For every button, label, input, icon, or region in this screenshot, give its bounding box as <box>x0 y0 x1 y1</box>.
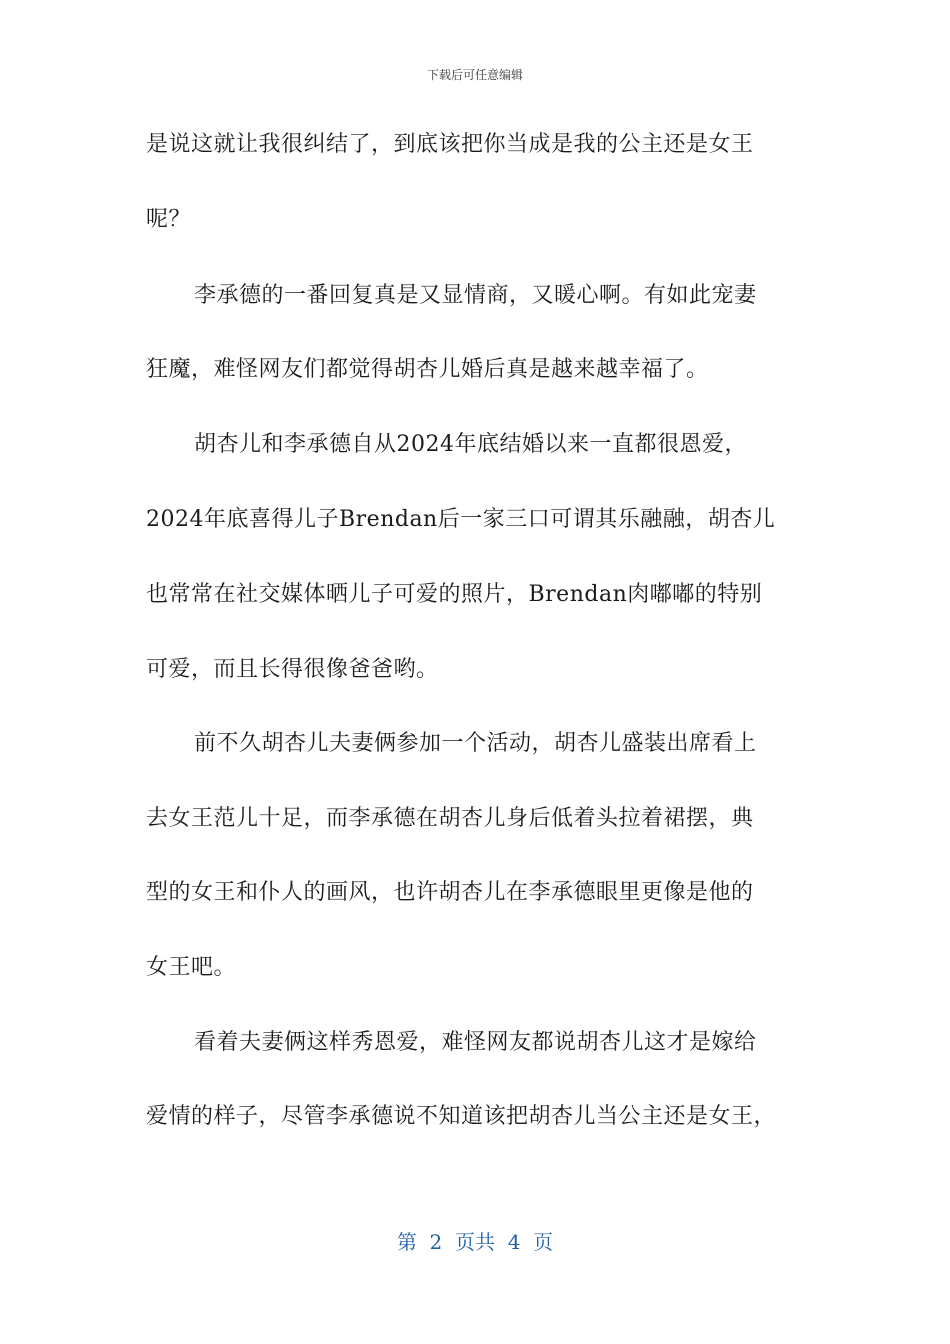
text-line: 是说这就让我很纠结了，到底该把你当成是我的公主还是女王 <box>146 132 754 157</box>
text-line: 型的女王和仆人的画风，也许胡杏儿在李承德眼里更像是他的 <box>146 880 754 905</box>
text-line: 2024年底喜得儿子Brendan后一家三口可谓其乐融融，胡杏儿 <box>146 507 776 532</box>
text-line: 去女王范儿十足，而李承德在胡杏儿身后低着头拉着裙摆，典 <box>146 806 754 831</box>
text-line: 爱情的样子，尽管李承德说不知道该把胡杏儿当公主还是女王， <box>146 1104 777 1129</box>
download-note: 下载后可任意编辑 <box>426 68 523 82</box>
text-line: 呢？ <box>146 207 192 232</box>
page-number: 第 2 页共 4 页 <box>396 1230 554 1254</box>
text-line: 狂魔，难怪网友们都觉得胡杏儿婚后真是越来越幸福了。 <box>146 357 709 382</box>
text-line: 也常常在社交媒体晒儿子可爱的照片，Brendan肉嘟嘟的特别 <box>146 582 763 607</box>
text-line: 女王吧。 <box>146 955 237 980</box>
paragraph-first-line: 看着夫妻俩这样秀恩爱，难怪网友都说胡杏儿这才是嫁给 <box>194 1030 757 1055</box>
paragraph-first-line: 李承德的一番回复真是又显情商，又暖心啊。有如此宠妻 <box>194 283 757 308</box>
paragraph-first-line: 前不久胡杏儿夫妻俩参加一个活动，胡杏儿盛装出席看上 <box>194 731 757 756</box>
text-line: 可爱，而且长得很像爸爸哟。 <box>146 657 439 682</box>
paragraph-first-line: 胡杏儿和李承德自从2024年底结婚以来一直都很恩爱， <box>194 432 747 457</box>
